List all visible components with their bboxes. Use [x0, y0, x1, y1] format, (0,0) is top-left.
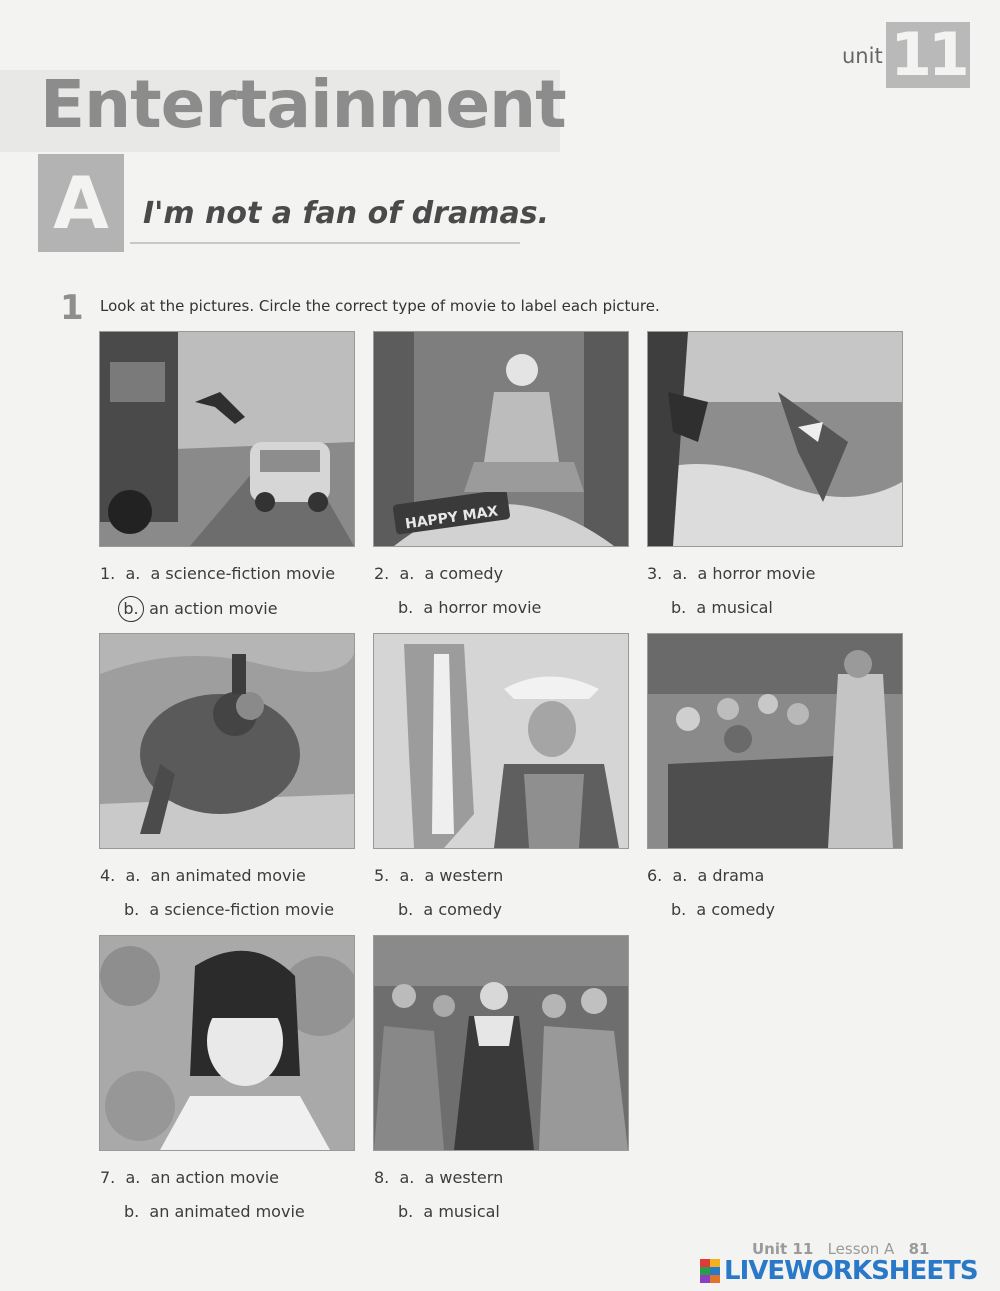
- unit-label: unit: [842, 44, 883, 68]
- liveworksheets-brand-text: LIVEWORKSHEETS: [724, 1256, 978, 1286]
- item-3-b-letter: b.: [671, 598, 687, 617]
- jury-room-photo: [647, 633, 903, 849]
- item-1-a-text: a science-fiction movie: [150, 564, 336, 583]
- item-1-option-a[interactable]: [100, 564, 335, 583]
- item-2-b-letter: b.: [398, 598, 414, 617]
- item-4-b-letter: b.: [124, 900, 140, 919]
- item-4-b-text: a science-fiction movie: [149, 900, 335, 919]
- item-4-a-letter: a.: [125, 866, 141, 885]
- item-8-option-a[interactable]: [374, 1168, 503, 1187]
- item-4-option-b[interactable]: [124, 900, 334, 919]
- exercise-number: 1: [60, 288, 84, 328]
- lesson-letter-box: A: [38, 154, 124, 252]
- liveworksheets-logo[interactable]: [700, 1256, 978, 1286]
- alien-creature-photo: [99, 633, 355, 849]
- item-7-b-letter: b.: [124, 1202, 140, 1221]
- item-7-option-b[interactable]: [124, 1202, 305, 1221]
- item-1-b-letter-circled: b.: [118, 596, 144, 622]
- unit-number-badge: 11: [886, 22, 970, 88]
- item-8-option-b[interactable]: [398, 1202, 500, 1221]
- item-5-option-a[interactable]: [374, 866, 503, 885]
- item-2-a-text: a comedy: [424, 564, 504, 583]
- dancing-crowd-photo: [373, 935, 629, 1151]
- item-3-a-letter: a.: [672, 564, 688, 583]
- item-2-option-b[interactable]: [398, 598, 541, 617]
- item-1-number: 1.: [100, 564, 116, 583]
- shark-attack-photo: [647, 331, 903, 547]
- item-1-option-b[interactable]: [124, 596, 278, 622]
- bus-sign-text: HAPPY MAX: [404, 503, 500, 533]
- item-7-number: 7.: [100, 1168, 116, 1187]
- exercise-instruction: Look at the pictures. Circle the correct type of movie to label each picture.: [100, 297, 660, 315]
- item-3-option-a[interactable]: [647, 564, 815, 583]
- item-6-a-text: a drama: [697, 866, 765, 885]
- footer-lesson: Lesson A: [827, 1240, 895, 1258]
- item-8-b-letter: b.: [398, 1202, 414, 1221]
- item-2-b-text: a horror movie: [423, 598, 542, 617]
- item-4-option-a[interactable]: [100, 866, 306, 885]
- item-7-b-text: an animated movie: [149, 1202, 305, 1221]
- item-6-option-a[interactable]: [647, 866, 764, 885]
- item-1-a-letter: a.: [125, 564, 141, 583]
- item-8-b-text: a musical: [423, 1202, 500, 1221]
- item-8-number: 8.: [374, 1168, 390, 1187]
- item-2-a-letter: a.: [399, 564, 415, 583]
- lesson-title: I'm not a fan of dramas.: [143, 196, 549, 231]
- item-2-option-a[interactable]: [374, 564, 503, 583]
- liveworksheets-grid-icon: [700, 1259, 720, 1283]
- item-6-option-b[interactable]: [671, 900, 775, 919]
- item-2-number: 2.: [374, 564, 390, 583]
- car-chase-photo: [99, 331, 355, 547]
- footer-unit: Unit 11: [752, 1240, 814, 1258]
- lesson-underline: [130, 242, 520, 244]
- item-1-b-text: an action movie: [149, 599, 278, 618]
- footer-page-number: 81: [908, 1240, 930, 1258]
- item-5-b-text: a comedy: [423, 900, 502, 919]
- item-8-a-text: a western: [424, 1168, 504, 1187]
- item-3-b-text: a musical: [696, 598, 773, 617]
- item-5-a-letter: a.: [399, 866, 415, 885]
- item-3-a-text: a horror movie: [697, 564, 816, 583]
- item-8-a-letter: a.: [399, 1168, 415, 1187]
- item-5-a-text: a western: [424, 866, 504, 885]
- item-6-number: 6.: [647, 866, 663, 885]
- item-5-option-b[interactable]: [398, 900, 502, 919]
- anime-girl-photo: [99, 935, 355, 1151]
- item-7-a-text: an action movie: [150, 1168, 279, 1187]
- item-7-option-a[interactable]: [100, 1168, 279, 1187]
- cowboy-horse-photo: [373, 633, 629, 849]
- item-5-number: 5.: [374, 866, 390, 885]
- item-5-b-letter: b.: [398, 900, 414, 919]
- item-6-a-letter: a.: [672, 866, 688, 885]
- item-4-a-text: an animated movie: [150, 866, 306, 885]
- item-6-b-letter: b.: [671, 900, 687, 919]
- page-title: Entertainment: [40, 66, 566, 143]
- item-3-number: 3.: [647, 564, 663, 583]
- bus-rider-photo: [373, 331, 629, 547]
- item-4-number: 4.: [100, 866, 116, 885]
- item-7-a-letter: a.: [125, 1168, 141, 1187]
- item-3-option-b[interactable]: [671, 598, 773, 617]
- item-6-b-text: a comedy: [696, 900, 775, 919]
